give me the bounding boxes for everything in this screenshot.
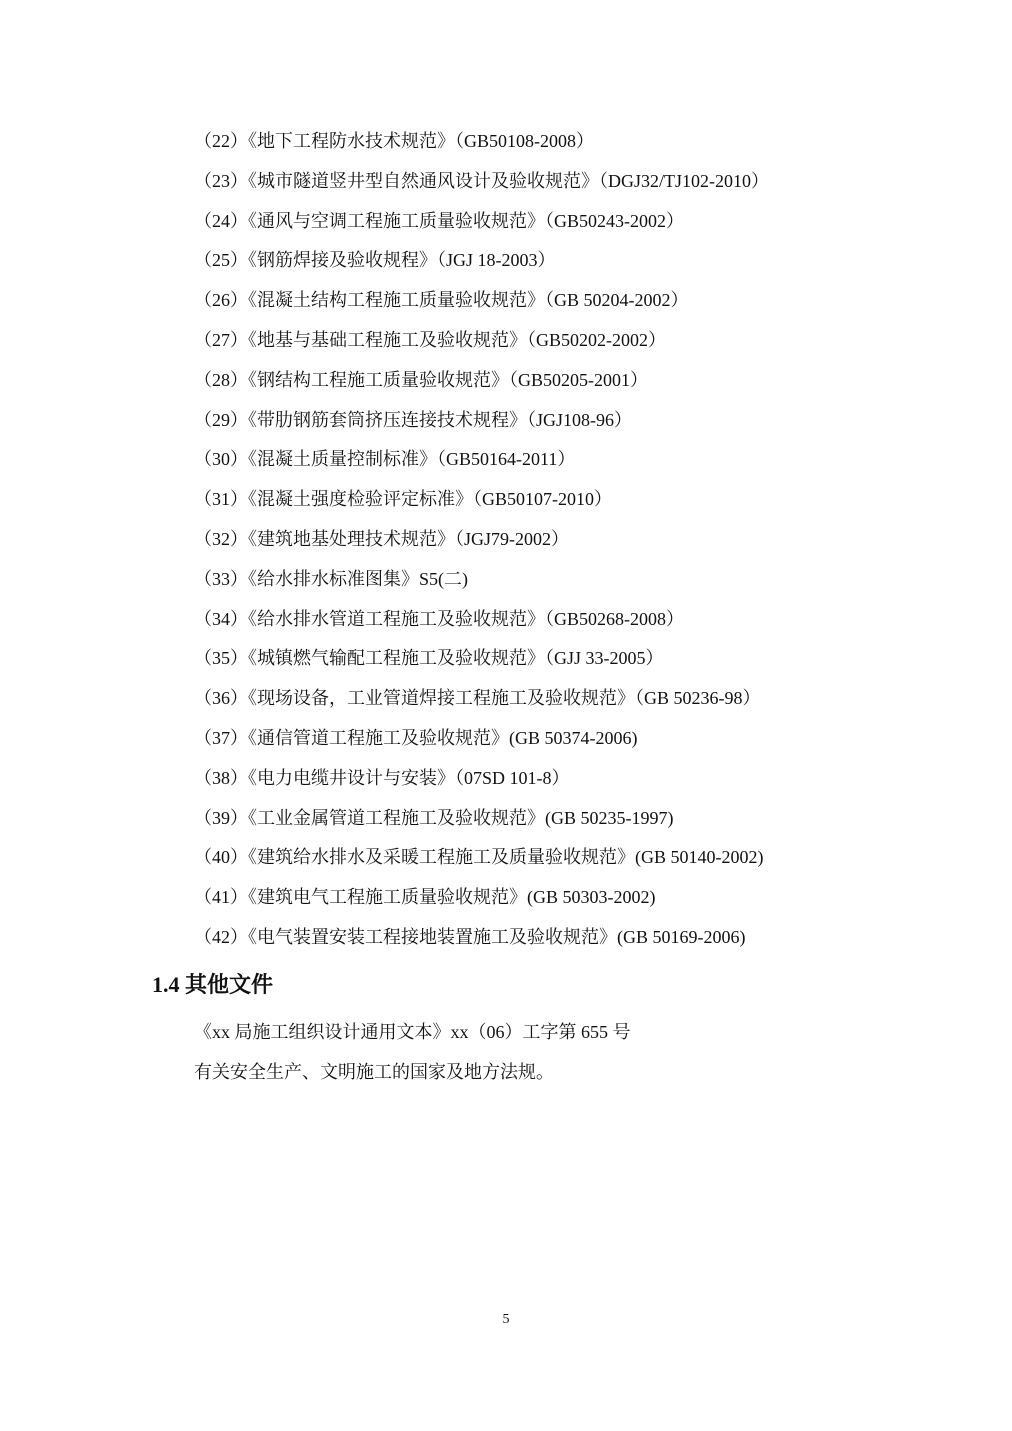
standards-list — [0, 122, 1012, 958]
page-number: 5 — [502, 1312, 510, 1327]
list-item: （22）《地下工程防水技术规范》（GB50108-2008） — [194, 131, 594, 151]
list-item: （34）《给水排水管道工程施工及验收规范》（GB50268-2008） — [194, 608, 684, 629]
list-item: （27）《地基与基础工程施工及验收规范》（GB50202-2002） — [194, 329, 666, 350]
list-item: （28）《钢结构工程施工质量验收规范》（GB50205-2001） — [194, 369, 648, 390]
list-item: （37）《通信管道工程施工及验收规范》(GB 50374-2006) — [194, 727, 638, 748]
list-item: （42）《电气装置安装工程接地装置施工及验收规范》(GB 50169-2006) — [194, 926, 746, 947]
list-item: （24）《通风与空调工程施工质量验收规范》（GB50243-2002） — [194, 210, 684, 231]
section-heading: 1.4 其他文件 — [152, 972, 274, 997]
list-item: （36）《现场设备，工业管道焊接工程施工及验收规范》（GB 50236-98） — [194, 688, 761, 709]
list-item: （30）《混凝土质量控制标准》（GB50164-2011） — [194, 449, 576, 470]
other-documents-list — [0, 1012, 1012, 1092]
list-item: （33）《给水排水标准图集》S5(二) — [194, 568, 468, 589]
list-item: （23）《城市隧道竖井型自然通风设计及验收规范》（DGJ32/TJ102-2010） — [194, 170, 769, 191]
list-item: （25）《钢筋焊接及验收规程》（JGJ 18-2003） — [194, 250, 556, 271]
list-item: 有关安全生产、文明施工的国家及地方法规。 — [194, 1062, 554, 1082]
list-item: （40）《建筑给水排水及采暖工程施工及质量验收规范》(GB 50140-2002) — [194, 847, 764, 868]
list-item: （26）《混凝土结构工程施工质量验收规范》（GB 50204-2002） — [194, 290, 689, 311]
list-item: （38）《电力电缆井设计与安装》（07SD 101-8） — [194, 767, 570, 788]
list-item: （41）《建筑电气工程施工质量验收规范》(GB 50303-2002) — [194, 887, 656, 908]
list-item: （31）《混凝土强度检验评定标准》（GB50107-2010） — [194, 489, 612, 510]
list-item: （29）《带肋钢筋套筒挤压连接技术规程》（JGJ108-96） — [194, 409, 633, 430]
list-item: （39）《工业金属管道工程施工及验收规范》(GB 50235-1997) — [194, 807, 674, 828]
list-item: （32）《建筑地基处理技术规范》（JGJ79-2002） — [194, 528, 570, 549]
list-item: （35）《城镇燃气输配工程施工及验收规范》（GJJ 33-2005） — [194, 648, 664, 669]
list-item: 《xx 局施工组织设计通用文本》xx（06）工字第 655 号 — [194, 1022, 631, 1042]
